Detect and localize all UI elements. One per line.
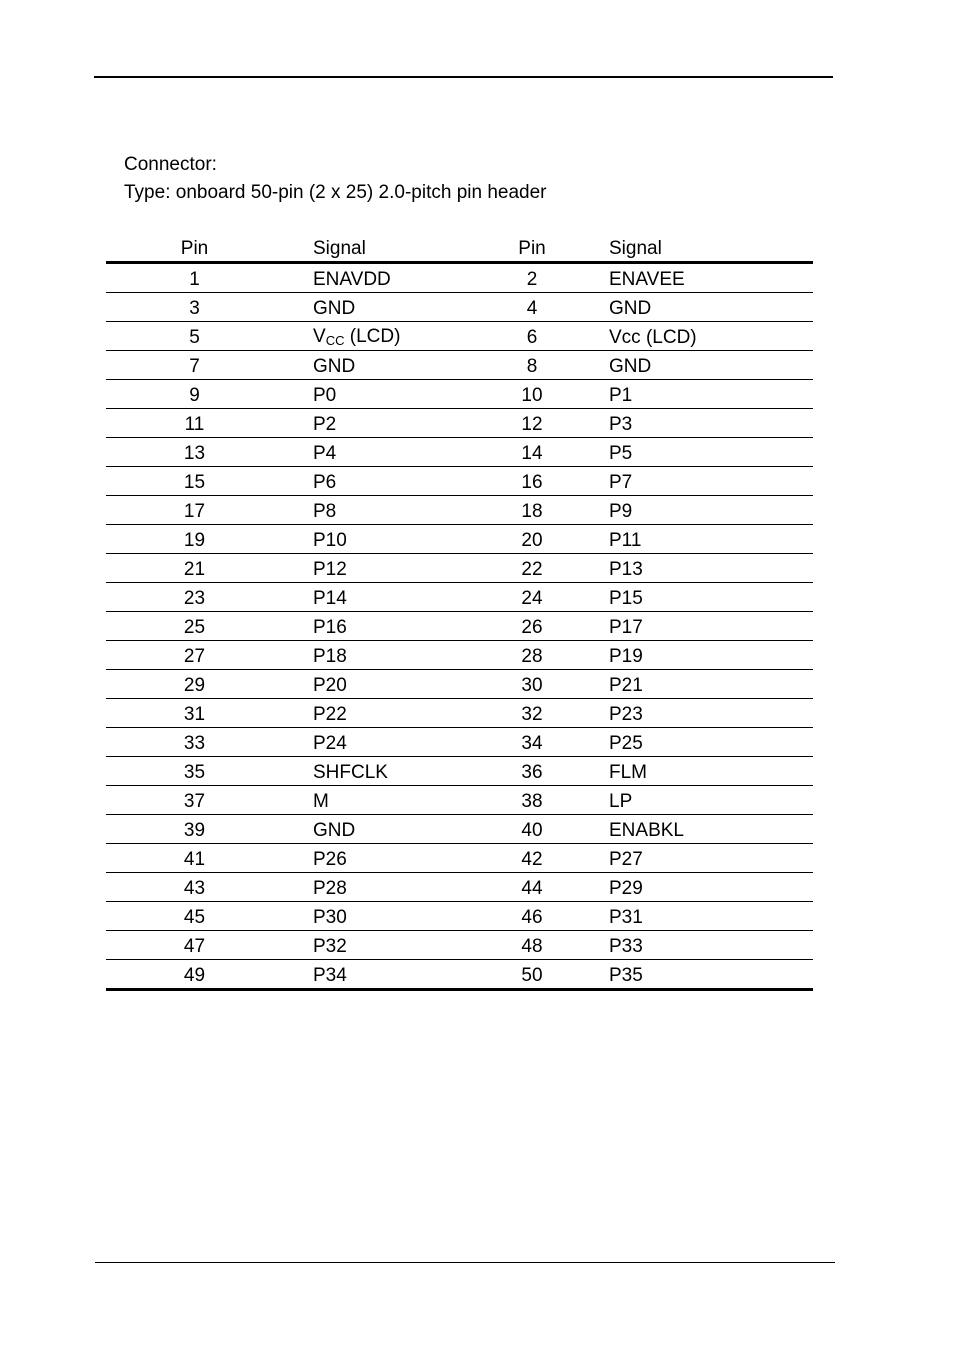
pin-number-cell: 4 [490, 293, 609, 322]
signal-name-cell [283, 322, 490, 351]
signal-name-cell: P0 [283, 380, 490, 409]
table-row [106, 525, 813, 554]
signal-name-cell: P2 [283, 409, 490, 438]
pin-number-cell: 14 [490, 438, 609, 467]
pin-number-cell: 11 [106, 409, 283, 438]
pin-number-cell: 48 [490, 931, 609, 960]
pin-number-cell: 32 [490, 699, 609, 728]
signal-name-cell: GND [283, 293, 490, 322]
signal-name-cell: P20 [283, 670, 490, 699]
signal-name-cell: P18 [283, 641, 490, 670]
pin-number-cell: 23 [106, 583, 283, 612]
pin-number-cell: 50 [490, 960, 609, 990]
signal-name-cell: P4 [283, 438, 490, 467]
pin-number-cell: 30 [490, 670, 609, 699]
table-row [106, 409, 813, 438]
pin-number-cell: 25 [106, 612, 283, 641]
footer-rule [95, 1262, 835, 1263]
pin-number-cell: 31 [106, 699, 283, 728]
pin-number-cell: 8 [490, 351, 609, 380]
signal-name-cell: GND [609, 293, 813, 322]
signal-rest-text: (LCD) [344, 326, 401, 347]
pin-number-cell: 40 [490, 815, 609, 844]
pin-number-cell: 26 [490, 612, 609, 641]
pin-number-cell: 24 [490, 583, 609, 612]
pin-number-cell: 16 [490, 467, 609, 496]
signal-name-cell: P15 [609, 583, 813, 612]
signal-name-cell: ENABKL [609, 815, 813, 844]
header-rule [94, 76, 833, 78]
signal-name-cell: P22 [283, 699, 490, 728]
pin-number-cell: 33 [106, 728, 283, 757]
signal-name-cell: ENAVDD [283, 263, 490, 293]
table-row [106, 351, 813, 380]
table-row [106, 612, 813, 641]
pin-number-cell: 5 [106, 322, 283, 351]
connector-type: Type: onboard 50-pin (2 x 25) 2.0-pitch pin header [124, 182, 547, 203]
signal-name-cell: P31 [609, 902, 813, 931]
pin-number-cell: 18 [490, 496, 609, 525]
pin-number-cell: 45 [106, 902, 283, 931]
signal-name-cell: ENAVEE [609, 263, 813, 293]
signal-main-text: V [313, 326, 326, 347]
pin-number-cell: 6 [490, 322, 609, 351]
header-signal-b: Signal [609, 233, 813, 263]
pin-number-cell: 38 [490, 786, 609, 815]
table-row [106, 699, 813, 728]
signal-name-cell: P28 [283, 873, 490, 902]
header-pin-b: Pin [490, 233, 609, 263]
signal-name-cell: P29 [609, 873, 813, 902]
signal-name-cell: P23 [609, 699, 813, 728]
table-row [106, 844, 813, 873]
signal-name-cell: P30 [283, 902, 490, 931]
pin-number-cell: 7 [106, 351, 283, 380]
signal-name-cell: FLM [609, 757, 813, 786]
signal-name-cell: P17 [609, 612, 813, 641]
signal-name-cell: P33 [609, 931, 813, 960]
table-row [106, 931, 813, 960]
pin-number-cell: 49 [106, 960, 283, 990]
pin-number-cell: 13 [106, 438, 283, 467]
pin-number-cell: 29 [106, 670, 283, 699]
signal-name-cell: P27 [609, 844, 813, 873]
pin-number-cell: 27 [106, 641, 283, 670]
signal-name-cell: GND [609, 351, 813, 380]
signal-subscript-text: CC [325, 333, 345, 348]
signal-name-cell: P13 [609, 554, 813, 583]
table-row [106, 554, 813, 583]
pin-number-cell: 46 [490, 902, 609, 931]
signal-name-cell: P6 [283, 467, 490, 496]
table-row [106, 293, 813, 322]
pin-number-cell: 9 [106, 380, 283, 409]
pin-number-cell: 17 [106, 496, 283, 525]
table-row [106, 496, 813, 525]
table-row [106, 670, 813, 699]
signal-name-cell: P8 [283, 496, 490, 525]
pin-number-cell: 2 [490, 263, 609, 293]
pin-number-cell: 28 [490, 641, 609, 670]
signal-name-cell: P5 [609, 438, 813, 467]
pin-number-cell: 35 [106, 757, 283, 786]
table-row [106, 322, 813, 351]
signal-name-cell: P24 [283, 728, 490, 757]
signal-name-cell: P12 [283, 554, 490, 583]
signal-name-cell: P19 [609, 641, 813, 670]
pin-number-cell: 3 [106, 293, 283, 322]
pin-number-cell: 12 [490, 409, 609, 438]
pin-number-cell: 19 [106, 525, 283, 554]
pin-number-cell: 43 [106, 873, 283, 902]
table-row [106, 815, 813, 844]
pin-number-cell: 39 [106, 815, 283, 844]
table-row [106, 438, 813, 467]
table-row [106, 786, 813, 815]
signal-name-cell: P7 [609, 467, 813, 496]
signal-name-cell: P11 [609, 525, 813, 554]
header-pin-a: Pin [106, 233, 283, 263]
pin-number-cell: 47 [106, 931, 283, 960]
signal-name-cell: P16 [283, 612, 490, 641]
signal-name-cell: LP [609, 786, 813, 815]
signal-name-cell: GND [283, 815, 490, 844]
signal-name-cell: P3 [609, 409, 813, 438]
signal-name-cell: P9 [609, 496, 813, 525]
signal-name-cell: P10 [283, 525, 490, 554]
table-row [106, 873, 813, 902]
signal-name-cell: P26 [283, 844, 490, 873]
signal-name-cell: P1 [609, 380, 813, 409]
signal-name-cell: P34 [283, 960, 490, 990]
pin-number-cell: 21 [106, 554, 283, 583]
pin-number-cell: 41 [106, 844, 283, 873]
table-row [106, 728, 813, 757]
table-body [106, 263, 813, 990]
pin-number-cell: 42 [490, 844, 609, 873]
table-row [106, 960, 813, 990]
pin-number-cell: 37 [106, 786, 283, 815]
pin-number-cell: 36 [490, 757, 609, 786]
signal-name-cell: P25 [609, 728, 813, 757]
table-row [106, 263, 813, 293]
table-row [106, 902, 813, 931]
pin-number-cell: 20 [490, 525, 609, 554]
signal-name-cell: GND [283, 351, 490, 380]
signal-name-cell: P32 [283, 931, 490, 960]
signal-name-cell: Vcc (LCD) [609, 322, 813, 351]
signal-name-cell: M [283, 786, 490, 815]
table-row [106, 467, 813, 496]
table-row [106, 380, 813, 409]
signal-name-cell: SHFCLK [283, 757, 490, 786]
signal-name-cell: P14 [283, 583, 490, 612]
pin-number-cell: 22 [490, 554, 609, 583]
table-header-row [106, 233, 813, 263]
signal-name-cell: P21 [609, 670, 813, 699]
pin-number-cell: 44 [490, 873, 609, 902]
header-signal-a: Signal [283, 233, 490, 263]
table-row [106, 757, 813, 786]
pin-number-cell: 34 [490, 728, 609, 757]
signal-name-cell: P35 [609, 960, 813, 990]
pin-number-cell: 15 [106, 467, 283, 496]
pin-assignment-table [106, 233, 813, 991]
pin-number-cell: 1 [106, 263, 283, 293]
table-row [106, 583, 813, 612]
pin-number-cell: 10 [490, 380, 609, 409]
table-row [106, 641, 813, 670]
connector-label: Connector: [124, 154, 217, 175]
